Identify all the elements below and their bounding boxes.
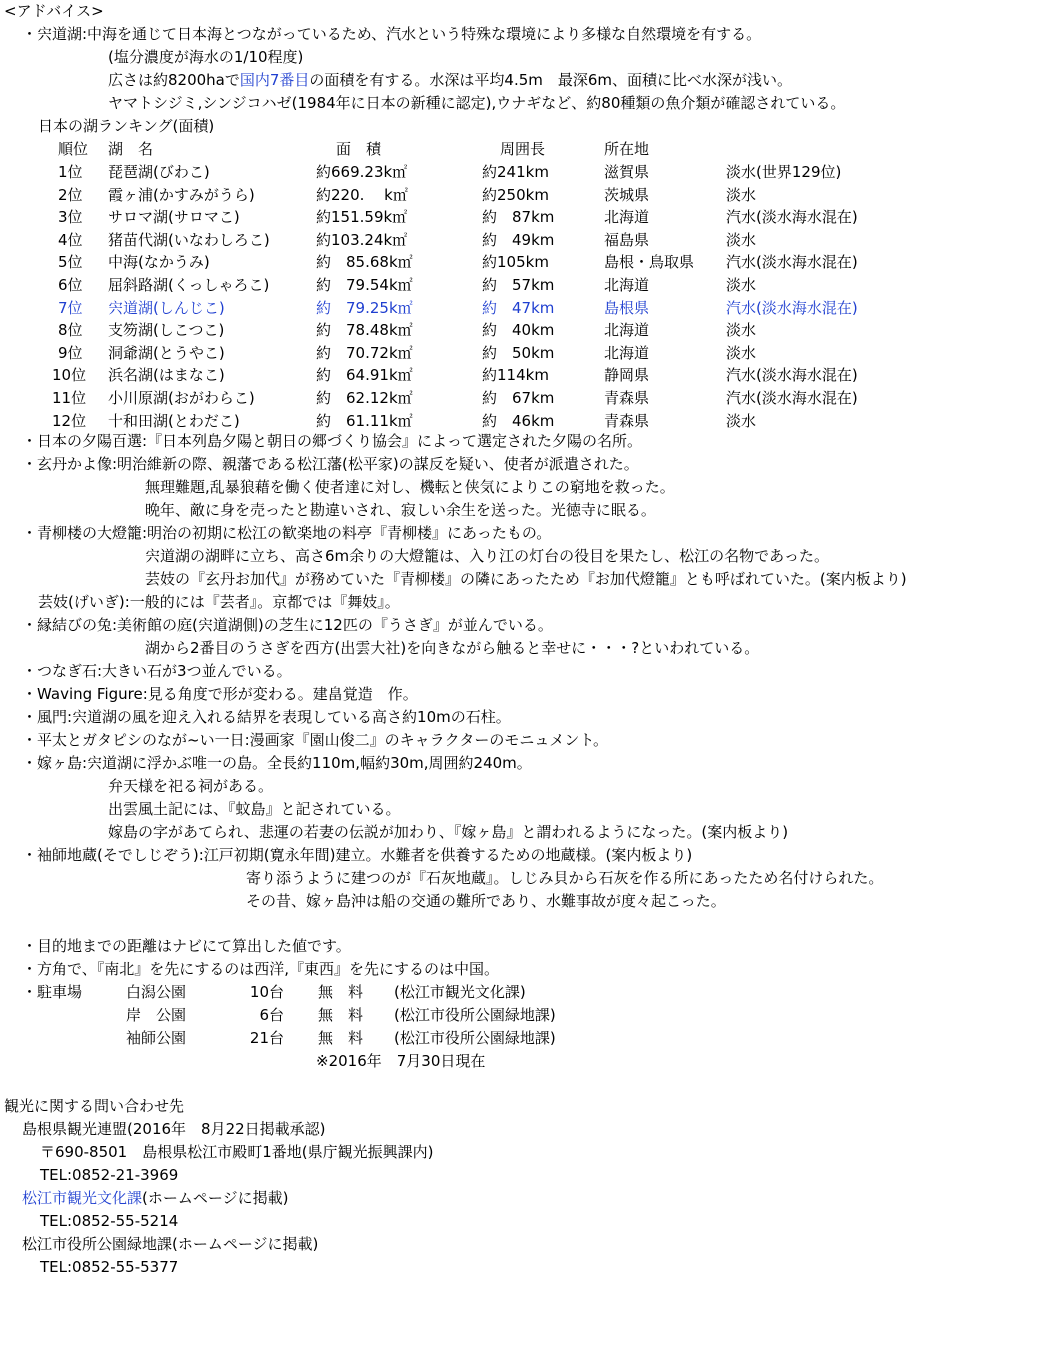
header-location: 所在地 bbox=[604, 140, 650, 158]
lake-name-cell: 屈斜路湖(くっしゃろこ) bbox=[108, 276, 270, 294]
note-tsunagi: ・つなぎ石:大きい石が3つ並んでいる。 bbox=[22, 662, 292, 680]
rank-cell: 9位 bbox=[58, 343, 83, 362]
contacts-title: 観光に関する問い合わせ先 bbox=[4, 1097, 185, 1115]
area-cell: 約220. k㎡ bbox=[316, 185, 408, 204]
rank-cell: 4位 bbox=[58, 230, 83, 249]
shinjiko-line-1: ・宍道湖:中海を通じて日本海とつながっているため、汽水という特殊な環境により多様な自然環境を有する。 bbox=[22, 25, 762, 43]
note-yome-4: 嫁島の字があてられ、悲運の若妻の伝説が加わり、『嫁ヶ島』と謂われるようになった。(案内板より) bbox=[108, 823, 789, 841]
rank-cell: 10位 bbox=[52, 366, 87, 385]
location-cell: 福島県 bbox=[604, 230, 650, 249]
water-type-cell: 淡水 bbox=[726, 185, 757, 204]
perimeter-cell: 約 40km bbox=[482, 321, 555, 340]
note-sode-3: その昔、嫁ヶ島沖は船の交通の難所であり、水難事故が度々起こった。 bbox=[246, 892, 726, 910]
parking-name-cell: 岸 公園 bbox=[126, 1006, 187, 1024]
contact-kanko-tel: TEL:0852-55-5214 bbox=[40, 1212, 179, 1230]
rank-cell: 11位 bbox=[52, 389, 87, 407]
water-type-cell: 汽水(淡水海水混在) bbox=[726, 253, 858, 272]
parking-count-cell: 21台 bbox=[249, 1029, 284, 1047]
parking-manager-cell: (松江市観光文化課) bbox=[394, 983, 526, 1001]
note-kazamon: ・風門:宍道湖の風を迎え入れる結界を表現している高さ約10mの石柱。 bbox=[22, 708, 511, 726]
location-cell: 北海道 bbox=[604, 343, 650, 362]
advice-header: <アドバイス> bbox=[4, 2, 104, 20]
header-name: 湖 名 bbox=[108, 140, 154, 158]
parking-name-cell: 白潟公園 bbox=[126, 983, 187, 1001]
water-type-cell: 汽水(淡水海水混在) bbox=[726, 298, 858, 317]
perimeter-cell: 約 49km bbox=[482, 230, 555, 249]
header-area: 面 積 bbox=[336, 140, 382, 158]
note-navi: ・目的地までの距離はナビにて算出した値です。 bbox=[22, 937, 351, 955]
parking-name-cell: 袖師公園 bbox=[126, 1029, 187, 1047]
water-type-cell: 汽水(淡水海水混在) bbox=[726, 389, 858, 407]
kanko-bunka-link[interactable]: 松江市観光文化課 bbox=[22, 1189, 143, 1207]
shinjiko-line-4: ヤマトシジミ,シンジコハゼ(1984年に日本の新種に認定),ウナギなど、約80種類の魚介類が確認されている。 bbox=[108, 94, 846, 112]
kanko-note: (ホームページに掲載) bbox=[142, 1189, 289, 1207]
note-yome-2: 弁天様を祀る祠がある。 bbox=[108, 777, 274, 795]
area-cell: 約 79.54k㎡ bbox=[316, 276, 413, 294]
note-waving: ・Waving Figure:見る角度で形が変わる。建畠覚造 作。 bbox=[22, 685, 418, 703]
location-cell: 島根・鳥取県 bbox=[604, 253, 695, 272]
ranking-title: 日本の湖ランキング(面積) bbox=[38, 117, 215, 135]
note-seiryu-3: 芸妓の『玄丹お加代』が務めていた『青柳楼』の隣にあったため『お加代燈籠』とも呼ばれていた。(案内板より) bbox=[145, 570, 907, 588]
rank-cell: 8位 bbox=[58, 321, 83, 340]
perimeter-cell: 約 50km bbox=[482, 343, 555, 362]
perimeter-cell: 約105km bbox=[482, 253, 549, 272]
rank-cell: 1位 bbox=[58, 163, 83, 181]
note-sode-2: 寄り添うように建つのが『石灰地蔵』。しじみ貝から石灰を作る所にあったため名付けられた。 bbox=[246, 869, 884, 887]
parking-manager-cell: (松江市役所公園緑地課) bbox=[394, 1029, 556, 1047]
rank-cell: 5位 bbox=[58, 253, 83, 272]
rank-cell: 2位 bbox=[58, 185, 83, 204]
note-yuhi: ・日本の夕陽百選:『日本列島夕陽と朝日の郷づくり協会』によって選定された夕陽の名所。 bbox=[22, 432, 643, 450]
location-cell: 滋賀県 bbox=[604, 163, 650, 181]
area-cell: 約 70.72k㎡ bbox=[316, 343, 413, 362]
location-cell: 北海道 bbox=[604, 276, 650, 294]
contact-kanko bbox=[22, 1187, 288, 1209]
parking-count-cell: 10台 bbox=[249, 983, 284, 1001]
water-type-cell: 淡水 bbox=[726, 321, 757, 340]
parking-fee-cell: 無 料 bbox=[318, 983, 364, 1001]
perimeter-cell: 約 87km bbox=[482, 208, 555, 227]
lake-name-cell: 霞ヶ浦(かすみがうら) bbox=[108, 185, 255, 204]
header-rank: 順位 bbox=[58, 140, 89, 158]
note-seiryu-2: 宍道湖の湖畔に立ち、高さ6m余りの大燈籠は、入り江の灯台の役目を果たし、松江の名物であった。 bbox=[145, 547, 830, 565]
rank-cell: 12位 bbox=[52, 411, 87, 430]
contact-renmei-address: 〒690-8501 島根県松江市殿町1番地(県庁観光振興課内) bbox=[40, 1143, 434, 1161]
contact-koen-tel: TEL:0852-55-5377 bbox=[40, 1258, 179, 1276]
note-heita: ・平太とガタピシのなが~い一日:漫画家『園山俊二』のキャラクターのモニュメント。 bbox=[22, 731, 608, 749]
lake-name-cell: 浜名湖(はまなこ) bbox=[108, 366, 225, 385]
area-cell: 約103.24k㎡ bbox=[316, 230, 408, 249]
parking-fee-cell: 無 料 bbox=[318, 1029, 364, 1047]
contact-renmei-tel: TEL:0852-21-3969 bbox=[40, 1166, 179, 1184]
contact-renmei: 島根県観光連盟(2016年 8月22日掲載承認) bbox=[22, 1120, 326, 1138]
lake-name-cell: 琵琶湖(びわこ) bbox=[108, 163, 210, 181]
lake-name-cell: 猪苗代湖(いなわしろこ) bbox=[108, 230, 270, 249]
parking-manager-cell: (松江市役所公園緑地課) bbox=[394, 1006, 556, 1024]
note-gentan-1: ・玄丹かよ像:明治維新の際、親藩である松江藩(松平家)の謀反を疑い、使者が派遣された。 bbox=[22, 455, 639, 473]
location-cell: 北海道 bbox=[604, 208, 650, 227]
contact-koen: 松江市役所公園緑地課(ホームページに掲載) bbox=[22, 1235, 319, 1253]
location-cell: 茨城県 bbox=[604, 185, 650, 204]
shinjiko-area-text: 広さは約8200haで bbox=[108, 71, 240, 89]
perimeter-cell: 約 67km bbox=[482, 389, 555, 407]
note-yome-1: ・嫁ヶ島:宍道湖に浮かぶ唯一の島。全長約110m,幅約30m,周囲約240m。 bbox=[22, 754, 532, 772]
water-type-cell: 淡水 bbox=[726, 230, 757, 249]
location-cell: 青森県 bbox=[604, 389, 650, 407]
note-houkaku: ・方角で、『南北』を先にするのは西洋,『東西』を先にするのは中国。 bbox=[22, 960, 499, 978]
parking-count-cell: 6台 bbox=[259, 1006, 284, 1024]
note-geigi: 芸妓(げいぎ):一般的には『芸者』。京都では『舞妓』。 bbox=[38, 593, 400, 611]
perimeter-cell: 約114km bbox=[482, 366, 549, 385]
shinjiko-line-2: (塩分濃度が海水の1/10程度) bbox=[108, 48, 304, 66]
note-gentan-3: 晩年、敵に身を売ったと勘違いされ、寂しい余生を送った。光徳寺に眠る。 bbox=[145, 501, 656, 519]
location-cell: 島根県 bbox=[604, 298, 650, 317]
rank-7th-link[interactable]: 国内7番目 bbox=[239, 71, 310, 89]
lake-name-cell: サロマ湖(サロマこ) bbox=[108, 208, 240, 227]
rank-cell: 6位 bbox=[58, 276, 83, 294]
area-cell: 約 79.25k㎡ bbox=[316, 298, 413, 317]
shinjiko-depth-text: の面積を有する。水深は平均4.5m 最深6m、面積に比べ水深が浅い。 bbox=[309, 71, 793, 89]
perimeter-cell: 約 46km bbox=[482, 411, 555, 430]
rank-cell: 7位 bbox=[58, 298, 83, 317]
area-cell: 約151.59k㎡ bbox=[316, 208, 408, 227]
lake-name-cell: 宍道湖(しんじこ) bbox=[108, 298, 225, 317]
shinjiko-line-3 bbox=[108, 69, 792, 91]
water-type-cell: 淡水 bbox=[726, 411, 757, 430]
area-cell: 約 61.11k㎡ bbox=[316, 411, 413, 430]
perimeter-cell: 約241km bbox=[482, 163, 549, 181]
header-perimeter: 周囲長 bbox=[500, 140, 546, 158]
note-seiryu-1: ・青柳楼の大燈籠:明治の初期に松江の歓楽地の料亭『青柳楼』にあったもの。 bbox=[22, 524, 552, 542]
note-sode-1: ・袖師地蔵(そでしじぞう):江戸初期(寛永年間)建立。水難者を供養するための地蔵様。(案内板より) bbox=[22, 846, 693, 864]
lake-name-cell: 洞爺湖(とうやこ) bbox=[108, 343, 225, 362]
location-cell: 静岡県 bbox=[604, 366, 650, 385]
perimeter-cell: 約250km bbox=[482, 185, 549, 204]
lake-name-cell: 支笏湖(しこつこ) bbox=[108, 321, 225, 340]
water-type-cell: 汽水(淡水海水混在) bbox=[726, 366, 858, 385]
water-type-cell: 淡水 bbox=[726, 276, 757, 294]
water-type-cell: 淡水 bbox=[726, 343, 757, 362]
note-gentan-2: 無理難題,乱暴狼藉を働く使者達に対し、機転と侠気によりこの窮地を救った。 bbox=[145, 478, 675, 496]
perimeter-cell: 約 47km bbox=[482, 298, 555, 317]
water-type-cell: 汽水(淡水海水混在) bbox=[726, 208, 858, 227]
parking-asof: ※2016年 7月30日現在 bbox=[316, 1052, 486, 1070]
note-usagi-1: ・縁結びの兔:美術館の庭(宍道湖側)の芝生に12匹の『うさぎ』が並んでいる。 bbox=[22, 616, 553, 634]
note-yome-3: 出雲風土記には、『蚊島』と記されている。 bbox=[108, 800, 401, 818]
area-cell: 約 78.48k㎡ bbox=[316, 321, 413, 340]
water-type-cell: 淡水(世界129位) bbox=[726, 163, 842, 181]
lake-name-cell: 中海(なかうみ) bbox=[108, 253, 210, 272]
lake-name-cell: 十和田湖(とわだこ) bbox=[108, 411, 240, 430]
perimeter-cell: 約 57km bbox=[482, 276, 555, 294]
area-cell: 約 85.68k㎡ bbox=[316, 253, 413, 272]
area-cell: 約 64.91k㎡ bbox=[316, 366, 413, 385]
location-cell: 青森県 bbox=[604, 411, 650, 430]
rank-cell: 3位 bbox=[58, 208, 83, 227]
location-cell: 北海道 bbox=[604, 321, 650, 340]
note-usagi-2: 湖から2番目のうさぎを西方(出雲大社)を向きながら触ると幸せに・・・?といわれている。 bbox=[145, 639, 760, 657]
area-cell: 約 62.12k㎡ bbox=[316, 389, 413, 407]
parking-label: ・駐車場 bbox=[22, 983, 83, 1001]
parking-fee-cell: 無 料 bbox=[318, 1006, 364, 1024]
lake-name-cell: 小川原湖(おがわらこ) bbox=[108, 389, 255, 407]
area-cell: 約669.23k㎡ bbox=[316, 163, 408, 181]
